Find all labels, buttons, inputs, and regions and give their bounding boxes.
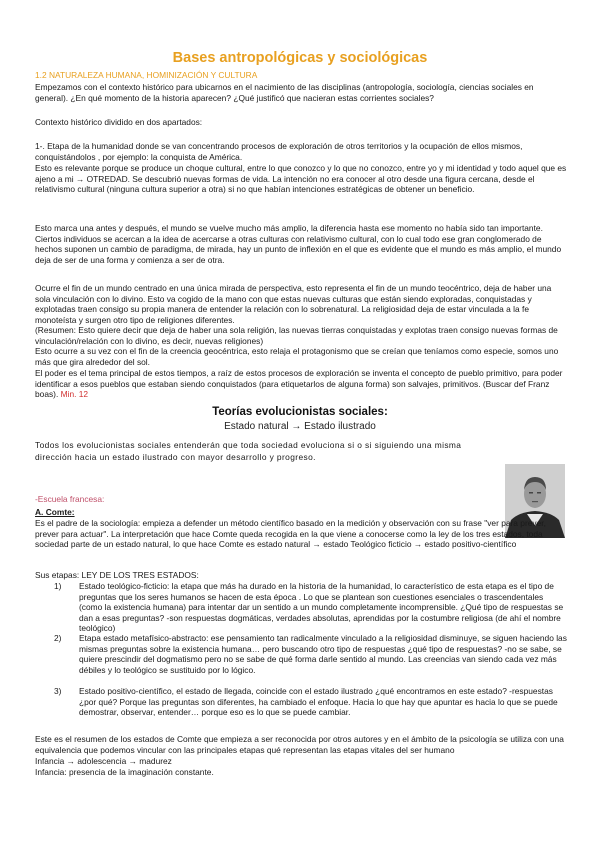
stage-text: Etapa estado metafísico-abstracto: ese pensamiento tan radicalmente vinculado a la religiosidad disminuye, se siguen haciendo las mismas preguntas sobre la existencia humana… pero buscando otro tipo de respuestas ¿qué tipo de respuestas? -no se sabe, se quiere prescindir del dogmatismo pero no se sabe de qué forma darle sentido al mundo. Las creencias van siendo cada vez más débiles y lo teológico se sustituido por lo lógico. xyxy=(79,633,567,675)
document-title: Bases antropológicas y sociológicas xyxy=(172,50,428,66)
context-heading: Contexto histórico dividido en dos apartados: xyxy=(35,117,203,127)
minute-marker: Min. 12 xyxy=(60,389,89,399)
point-1-b: Esto es relevante porque se produce un choque cultural, entre lo que conozco y lo que no conozco, entre yo y mi identidad y todo aquel que es ajeno a mi → OTREDAD. Se descubrió nuevas formas de vida. La intención no era conocer al otro desde una figura cercana, desde el relativismo cultural (ninguna cultura superior a otra) si no que habían intenciones estratégicas de obtener un beneficio. xyxy=(35,163,567,194)
stages-heading: Sus etapas: LEY DE LOS TRES ESTADOS: xyxy=(35,570,199,580)
point-1-a: 1-. Etapa de la humanidad donde se van concentrando procesos de exploración de otros territorios y la ocupación de ellos mismos, conquistándolos , por ejemplo: la conquista de América. xyxy=(35,141,523,162)
evolutionist-heading: Teorías evolucionistas sociales: xyxy=(212,406,388,418)
paragraph-theocentric: Ocurre el fin de un mundo centrado en una única mirada de perspectiva, esto representa el fin de un mundo teocéntrico, deja de haber una sola vinculación con lo divino. Esto va cogido de la mano con que estas nuevas culturas que están siendo exploradas, conquistadas y explotadas traen consigo su propia manera de entender la relación con lo sobrenatural. La religiosidad deja de estar vinculada a la fe monoteísta y surgen otro tipo de religiones diferentes. xyxy=(35,283,552,325)
power-text: El poder es el tema principal de estos tiempos, a raíz de estos procesos de exploración se inventa el concepto de pueblo primitivo, para poder identificar a esos pueblos que estaban siendo conquistados (para etiquetarlos de alguna forma) son salvajes, primitivos. (Buscar def Franz boas). xyxy=(35,368,563,399)
summary-line-2: Infancia: presencia de la imaginación constante. xyxy=(35,767,214,777)
stage-number: 2) xyxy=(54,633,62,643)
paragraph-paradigm: Esto marca una antes y después, el mundo se vuelve mucho más amplio, la diferencia hasta ese momento no había sido tan importante. Ciertos individuos se acercan a la idea de acercarse a otras culturas con relativismo cultural, con lo cual todo ese gran conglomerado de hechos suponen un cambio de paradigma, de mirada, hay un punto de inflexión en el que es evidente que el mundo es más amplio, el mundo deja de ser de una forma y comienza a ser de otra. xyxy=(35,223,562,265)
stage-number: 3) xyxy=(54,686,62,696)
evolutionist-subheading: Estado natural → Estado ilustrado xyxy=(224,421,376,432)
section-heading: 1.2 NATURALEZA HUMANA, HOMINIZACIÓN Y CULTURA xyxy=(35,70,258,80)
summary-paragraph: Este es el resumen de los estados de Comte que empieza a ser reconocida por otros autores y en el ámbito de la psicología se utiliza con una equivalencia que podemos vincular con las principales etapas qué representan las etapas vitales del ser humano xyxy=(35,734,564,755)
stage-text: Estado positivo-científico, el estado de llegada, coincide con el estado ilustrado ¿qué encontramos en este estado? -respuestas ¿por qué? Porque las preguntas son diferentes, ha cambiado el enfoque. Hacia lo que hay que apuntar es hacia lo que se puede demostrar, observar, entender… porque eso es lo que se puede cambiar. xyxy=(79,686,558,717)
paragraph-power xyxy=(35,368,567,400)
comte-heading: A. Comte: xyxy=(35,507,75,517)
paragraph-geocentric: Esto ocurre a su vez con el fin de la creencia geocéntrica, esto relaja el protagonismo que se creían que teníamos como especie, somos uno más que gira alrededor del sol. xyxy=(35,346,559,367)
intro-paragraph: Empezamos con el contexto histórico para ubicarnos en el nacimiento de las disciplinas (antropología, sociología, ciencias sociales en general). ¿En qué momento de la historia aparecen? ¿Qué justificó que nacieran estas corrientes sociales? xyxy=(35,82,534,103)
evolutionist-intro: Todos los evolucionistas sociales entenderán que toda sociedad evoluciona si o si siguiendo una misma dirección hacia un estado ilustrado con mayor desarrollo y progreso. xyxy=(35,440,462,462)
stage-text: Estado teológico-ficticio: la etapa que más ha durado en la historia de la humanidad, lo característico de esta etapa es el tipo de preguntas que los seres humanos se hacen de esta época . Lo que se plantean son cuestiones esenciales o trascendentales (como la existencia humana) para intentar dar un sentido a un mundo completamente incomprensible. ¿Qué tipo de respuestas se dan a esas preguntas? -son respuestas dogmáticas, verdades absolutas, aprendidas por la costumbre religiosa (de ahí el nombre teológico) xyxy=(79,581,564,633)
paragraph-summary-note: (Resumen: Esto quiere decir que deja de haber una sola religión, las nuevas tierras conquistadas y explotas traen consigo nuevas formas de vinculación/relación con lo divino, es decir, nuevas religiones) xyxy=(35,325,558,346)
stage-number: 1) xyxy=(54,581,62,591)
comte-paragraph: Es el padre de la sociología: empieza a defender un método científico basado en la medición y observación con su frase "ver para prever, prever para actuar". La interpretación que hace Comte queda recogida en la que viene a conocerse como la ley de los tres estados, toda sociedad parte de un estado natural, lo que hace Comte es estado natural → estado Teológico ficticio → estado positivo-científico xyxy=(35,518,546,549)
summary-line-1: Infancia → adolescencia → madurez xyxy=(35,756,172,766)
french-school-label: -Escuela francesa: xyxy=(35,494,105,504)
